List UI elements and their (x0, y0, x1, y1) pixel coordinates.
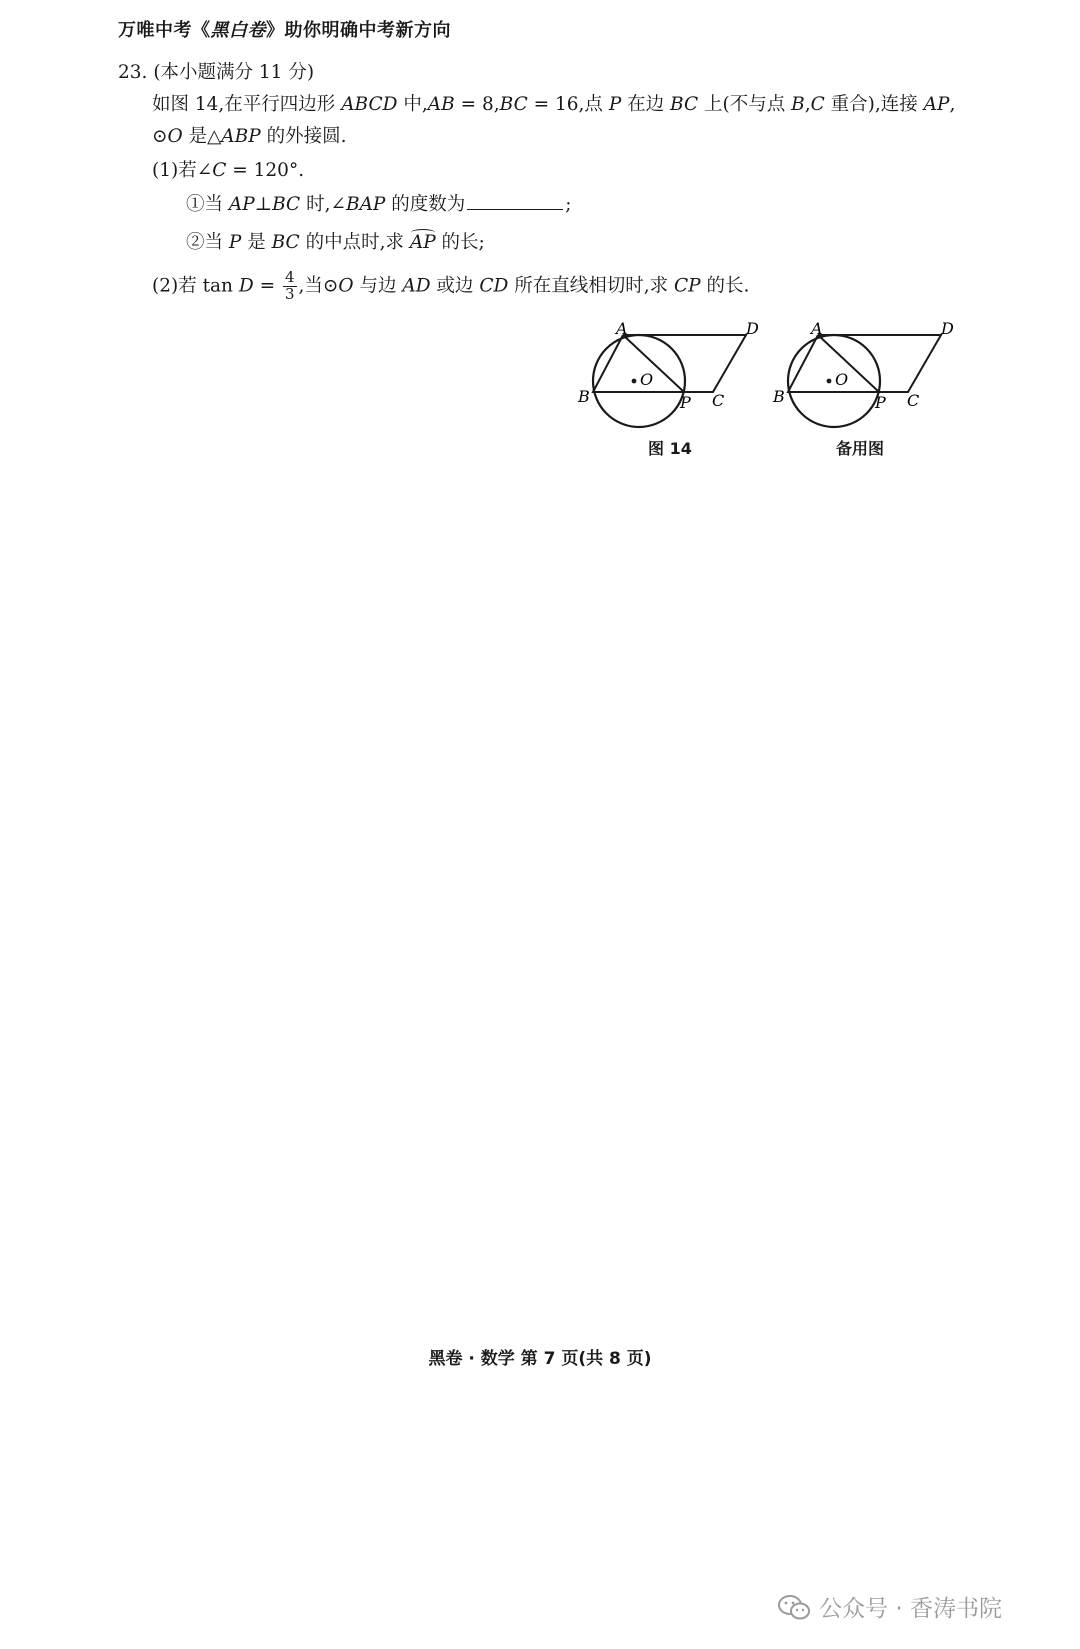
part-2 (152, 270, 749, 303)
sub1-text: ; (565, 194, 572, 215)
sub2-text: ②当 (186, 232, 229, 253)
header-suffix: 》助你明确中考新方向 (266, 20, 451, 41)
part2-var: CD (479, 275, 509, 297)
part2-var: AD (402, 275, 431, 297)
figure-backup (771, 318, 961, 436)
stem-var: BC (670, 94, 699, 115)
part-1 (152, 156, 304, 182)
part2-text: 所在直线相切时,求 (508, 275, 674, 297)
sub2-var: BC (271, 232, 300, 253)
part1-text: (1)若∠ (152, 160, 213, 181)
figure-14 (576, 318, 766, 436)
stem-var: ABP (221, 126, 261, 147)
stem-text: = 16,点 (527, 94, 609, 115)
part2-var: O (338, 275, 354, 297)
stem-text: 中, (397, 94, 428, 115)
sub1-var: AP (228, 194, 255, 215)
stem-var: ABCD (341, 94, 398, 115)
watermark-text: 公众号 · 香涛书院 (819, 1596, 1002, 1622)
sub1-text: ⊥ (254, 194, 273, 215)
part2-var: CP (673, 275, 701, 297)
stem-text: = 8, (454, 94, 500, 115)
center-point-o (827, 379, 832, 384)
stem-text: 如图 14,在平行四边形 (152, 94, 342, 115)
fraction-four-thirds (283, 270, 297, 303)
label-c: C (712, 391, 725, 410)
stem-var: P (608, 94, 622, 115)
page-header (118, 16, 451, 42)
label-b: B (773, 387, 785, 406)
sub1-text: 时,∠ (300, 194, 346, 215)
stem-text: 的外接圆. (260, 126, 347, 147)
watermark (777, 1590, 1002, 1623)
fraction-denominator: 3 (284, 284, 295, 303)
label-o: O (640, 370, 654, 389)
figure-backup-caption: 备用图 (836, 439, 885, 458)
page-footer: 黑卷 · 数学 第 7 页(共 8 页) (428, 1349, 652, 1369)
sub2-var: P (228, 232, 242, 253)
question-title (118, 58, 314, 84)
figure-14-caption: 图 14 (648, 439, 692, 458)
arc-ap: AP (409, 232, 436, 253)
part2-var: D (238, 275, 254, 297)
part2-text: 的长. (700, 275, 750, 297)
label-o: O (835, 370, 849, 389)
question-stem-line1 (152, 90, 955, 116)
stem-text: 上(不与点 (698, 94, 792, 115)
header-prefix: 万唯中考《 (118, 20, 211, 41)
label-a: A (811, 319, 823, 338)
part2-text: = (253, 275, 281, 297)
segment-ap (818, 335, 879, 392)
label-c: C (907, 391, 920, 410)
label-b: B (578, 387, 590, 406)
stem-var: BC (499, 94, 528, 115)
sub1-var: BC (272, 194, 301, 215)
stem-var: C (810, 94, 825, 115)
center-point-o (632, 379, 637, 384)
stem-text: 重合),连接 (824, 94, 924, 115)
stem-text: 是△ (182, 126, 222, 147)
sub1-text: 的度数为 (385, 194, 466, 215)
sub-question-2 (186, 228, 485, 254)
question-number: 23. (118, 62, 148, 83)
question-score: (本小题满分 11 分) (153, 62, 315, 83)
sub1-var: BAP (345, 194, 386, 215)
sub2-text: 的中点时,求 (299, 232, 410, 253)
answer-blank[interactable] (467, 193, 563, 210)
part2-text: (2)若 tan (152, 275, 239, 297)
sub1-text: ①当 (186, 194, 229, 215)
part2-text: ,当⊙ (298, 275, 339, 297)
part2-text: 或边 (430, 275, 480, 297)
stem-text: ⊙ (152, 126, 168, 147)
stem-text: , (949, 94, 956, 115)
stem-text: 在边 (621, 94, 671, 115)
sub2-text: 的长; (435, 232, 485, 253)
part1-text: = 120°. (226, 160, 305, 181)
stem-var: AB (427, 94, 455, 115)
label-d: D (746, 319, 759, 338)
sub-question-1 (186, 190, 572, 216)
sub2-text: 是 (241, 232, 272, 253)
label-a: A (616, 319, 628, 338)
header-brand: 黑白卷 (210, 20, 266, 41)
label-d: D (941, 319, 954, 338)
label-p: P (680, 393, 691, 412)
part2-text: 与边 (353, 275, 403, 297)
stem-text: , (804, 94, 811, 115)
part1-var: C (212, 160, 227, 181)
label-p: P (875, 393, 886, 412)
question-stem-line2 (152, 122, 346, 148)
parallelogram-abcd (788, 335, 941, 392)
wechat-icon (777, 1593, 811, 1621)
segment-ap (623, 335, 684, 392)
fraction-numerator: 4 (284, 268, 295, 286)
stem-var: AP (923, 94, 950, 115)
parallelogram-abcd (593, 335, 746, 392)
stem-var: B (791, 94, 805, 115)
stem-var: O (167, 126, 183, 147)
